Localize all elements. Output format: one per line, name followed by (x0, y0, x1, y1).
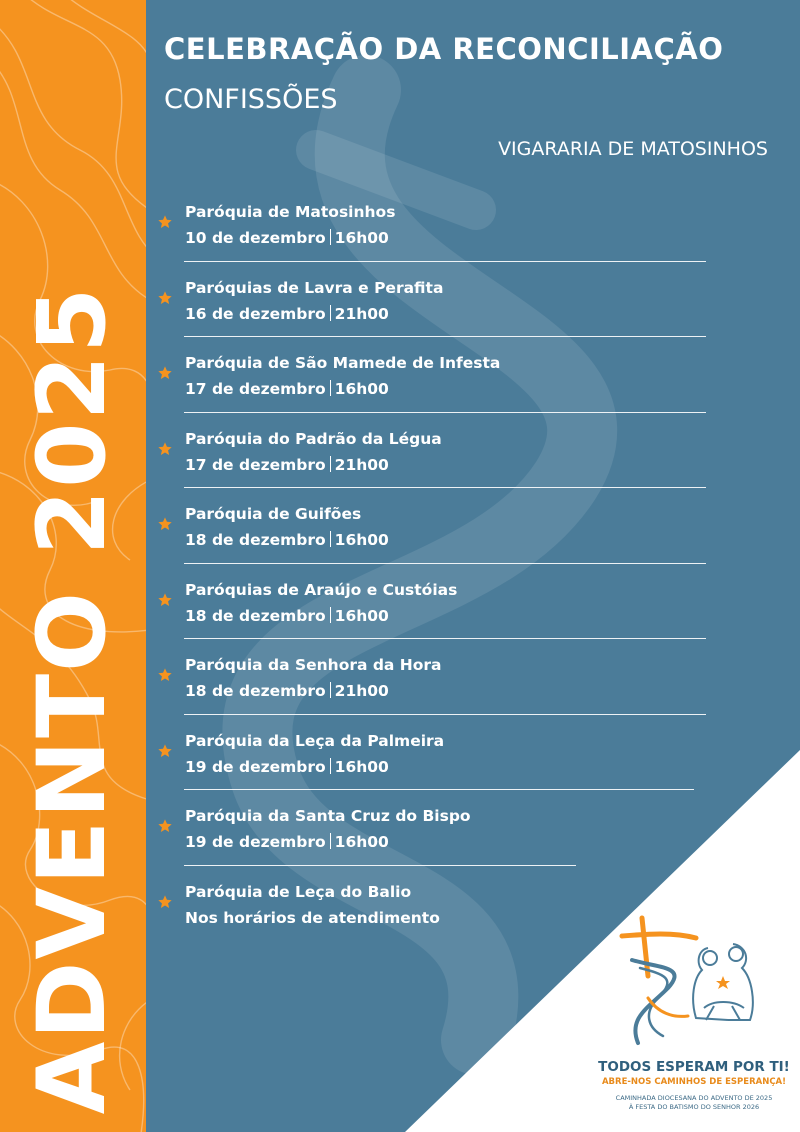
tagline-main: TODOS ESPERAM POR TI! (598, 1059, 790, 1075)
schedule-date: 18 de dezembro (185, 606, 326, 625)
schedule-date: 16 de dezembro (185, 304, 326, 323)
star-icon (157, 516, 173, 532)
schedule-when (185, 380, 389, 398)
divider (184, 261, 706, 262)
schedule-date: Nos horários de atendimento (185, 908, 440, 927)
advent-vertical-title: ADVENTO 2025 (18, 285, 127, 1115)
separator (330, 758, 331, 774)
schedule-when (185, 305, 389, 323)
star-icon (157, 290, 173, 306)
parish-name: Paróquia de Leça do Balio (185, 882, 412, 901)
separator (330, 380, 331, 396)
schedule-time: 16h00 (334, 531, 389, 549)
parish-name: Paróquia da Santa Cruz do Bispo (185, 807, 471, 825)
parish-name: Paróquia de Matosinhos (185, 203, 396, 221)
vicariate-label: VIGARARIA DE MATOSINHOS (498, 138, 768, 160)
schedule-date: 18 de dezembro (185, 682, 326, 700)
schedule-date: 10 de dezembro (185, 229, 326, 247)
footnote-line: À FESTA DO BATISMO DO SENHOR 2026 (628, 1103, 760, 1111)
star-icon (157, 441, 173, 457)
schedule-when (185, 456, 389, 474)
separator (330, 833, 331, 849)
schedule-item (146, 423, 706, 499)
page-subtitle: CONFISSÕES (164, 84, 338, 115)
schedule-list (146, 196, 706, 951)
parish-name: Paróquia da Leça da Palmeira (185, 731, 445, 750)
parish-name: Paróquias de Araújo e Custóias (185, 580, 458, 599)
parish-name: Paróquia do Padrão da Légua (185, 429, 442, 448)
schedule-date: 17 de dezembro (185, 455, 326, 474)
divider (184, 412, 706, 413)
divider (184, 638, 706, 639)
tagline-sub: ABRE-NOS CAMINHOS DE ESPERANÇA! (601, 1077, 787, 1087)
schedule-time: 16h00 (334, 833, 389, 851)
separator (330, 607, 331, 623)
parish-name: Paróquia de São Mamede de Infesta (185, 354, 501, 372)
divider (184, 563, 706, 564)
schedule-item (146, 498, 706, 574)
schedule-time: 16h00 (334, 757, 389, 776)
schedule-when (185, 682, 389, 700)
star-icon (157, 667, 173, 683)
schedule-item (146, 725, 706, 801)
footnote (598, 1094, 790, 1112)
schedule-time: 16h00 (334, 380, 389, 398)
schedule-item (146, 800, 706, 876)
divider (184, 789, 694, 790)
schedule-item (146, 649, 706, 725)
schedule-when (185, 607, 389, 625)
schedule-date: 18 de dezembro (185, 531, 326, 549)
divider (184, 487, 706, 488)
separator (330, 456, 331, 472)
footnote-line: CAMINHADA DIOCESANA DO ADVENTO DE 2025 (615, 1094, 773, 1102)
separator (330, 305, 331, 321)
separator (330, 531, 331, 547)
page-title: CELEBRAÇÃO DA RECONCILIAÇÃO (164, 32, 724, 66)
schedule-date: 19 de dezembro (185, 757, 326, 776)
star-icon (157, 214, 173, 230)
schedule-item (146, 347, 706, 423)
divider (184, 714, 706, 715)
schedule-when (185, 229, 389, 247)
divider (184, 865, 576, 866)
schedule-time: 21h00 (334, 455, 389, 474)
separator (330, 682, 331, 698)
parish-name: Paróquia da Senhora da Hora (185, 656, 442, 674)
schedule-item (146, 574, 706, 650)
star-icon (157, 592, 173, 608)
separator (330, 229, 331, 245)
schedule-time: 16h00 (334, 606, 389, 625)
schedule-when (185, 531, 389, 549)
schedule-item (146, 272, 706, 348)
star-icon (157, 365, 173, 381)
schedule-item (146, 196, 706, 272)
star-icon (157, 818, 173, 834)
schedule-when (185, 833, 389, 851)
schedule-date: 17 de dezembro (185, 380, 326, 398)
schedule-when (185, 758, 389, 776)
schedule-time: 21h00 (334, 682, 389, 700)
parish-name: Paróquias de Lavra e Perafita (185, 278, 444, 297)
star-icon (157, 894, 173, 910)
nativity-cross-logo (618, 908, 778, 1058)
divider (184, 336, 706, 337)
schedule-date: 19 de dezembro (185, 833, 326, 851)
schedule-when (185, 909, 440, 927)
star-icon (157, 743, 173, 759)
schedule-time: 16h00 (334, 229, 389, 247)
orange-side-band (0, 0, 146, 1132)
parish-name: Paróquia de Guifões (185, 505, 362, 523)
schedule-time: 21h00 (334, 304, 389, 323)
